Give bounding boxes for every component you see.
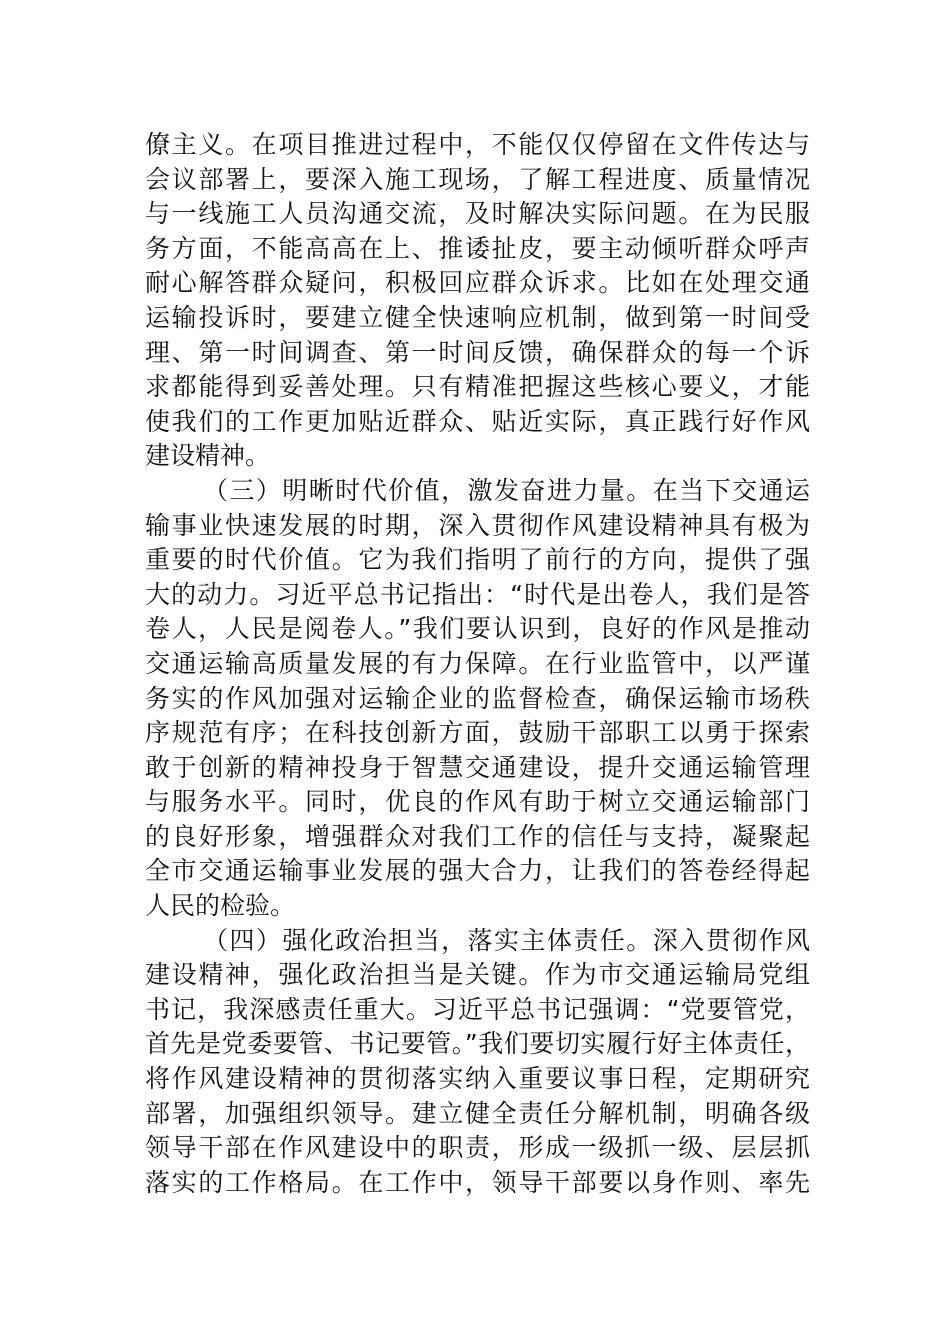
text-line: 运输投诉时，要建立健全快速响应机制，做到第一时间受: [145, 302, 810, 332]
text-line: 耐心解答群众疑问，积极回应群众诉求。比如在处理交通: [145, 268, 810, 298]
text-line: 求都能得到妥善处理。只有精准把握这些核心要义，才能: [145, 372, 810, 402]
text-line: 务实的作风加强对运输企业的监督检查，确保运输市场秩: [145, 683, 810, 713]
body-text: [145, 128, 810, 1200]
text-line: 输事业快速发展的时期，深入贯彻作风建设精神具有极为: [145, 510, 810, 540]
text-line: 会议部署上，要深入施工现场，了解工程进度、质量情况: [145, 164, 810, 194]
text-line: 建设精神，强化政治担当是关键。作为市交通运输局党组: [145, 960, 810, 990]
text-line: 首先是党委要管、书记要管。”我们要切实履行好主体责任，: [145, 1029, 810, 1059]
section-heading-line: （三）明晰时代价值，激发奋进力量。在当下交通运: [203, 475, 810, 505]
text-line: 将作风建设精神的贯彻落实纳入重要议事日程，定期研究: [145, 1064, 810, 1094]
section-heading-line: （四）强化政治担当，落实主体责任。深入贯彻作风: [203, 925, 810, 955]
text-line: 与服务水平。同时，优良的作风有助于树立交通运输部门: [145, 787, 810, 817]
text-line: 与一线施工人员沟通交流，及时解决实际问题。在为民服: [145, 199, 810, 229]
text-line: 使我们的工作更加贴近群众、贴近实际，真正践行好作风: [145, 406, 810, 436]
text-line: 部署，加强组织领导。建立健全责任分解机制，明确各级: [145, 1098, 810, 1128]
text-line: 务方面，不能高高在上、推诿扯皮，要主动倾听群众呼声: [145, 233, 810, 263]
text-line: 序规范有序；在科技创新方面，鼓励干部职工以勇于探索: [145, 718, 810, 748]
paragraph-end-line: 建设精神。: [145, 441, 271, 471]
text-line: 的良好形象，增强群众对我们工作的信任与支持，凝聚起: [145, 821, 810, 851]
text-line: 书记，我深感责任重大。习近平总书记强调：“党要管党，: [145, 994, 810, 1024]
text-line: 卷人，人民是阅卷人。”我们要认识到，良好的作风是推动: [145, 614, 810, 644]
text-line: 理、第一时间调查、第一时间反馈，确保群众的每一个诉: [145, 337, 810, 367]
text-line: 全市交通运输事业发展的强大合力，让我们的答卷经得起: [145, 856, 810, 886]
text-line: 重要的时代价值。它为我们指明了前行的方向，提供了强: [145, 545, 810, 575]
text-line: 落实的工作格局。在工作中，领导干部要以身作则、率先: [145, 1167, 810, 1197]
text-line: 领导干部在作风建设中的职责，形成一级抓一级、层层抓: [145, 1133, 810, 1163]
paragraph-end-line: 人民的检验。: [145, 891, 296, 921]
text-line: 敢于创新的精神投身于智慧交通建设，提升交通运输管理: [145, 752, 810, 782]
text-line: 大的动力。习近平总书记指出：“时代是出卷人，我们是答: [145, 579, 810, 609]
text-line: 交通运输高质量发展的有力保障。在行业监管中，以严谨: [145, 648, 810, 678]
text-line: 僚主义。在项目推进过程中，不能仅仅停留在文件传达与: [145, 130, 810, 159]
